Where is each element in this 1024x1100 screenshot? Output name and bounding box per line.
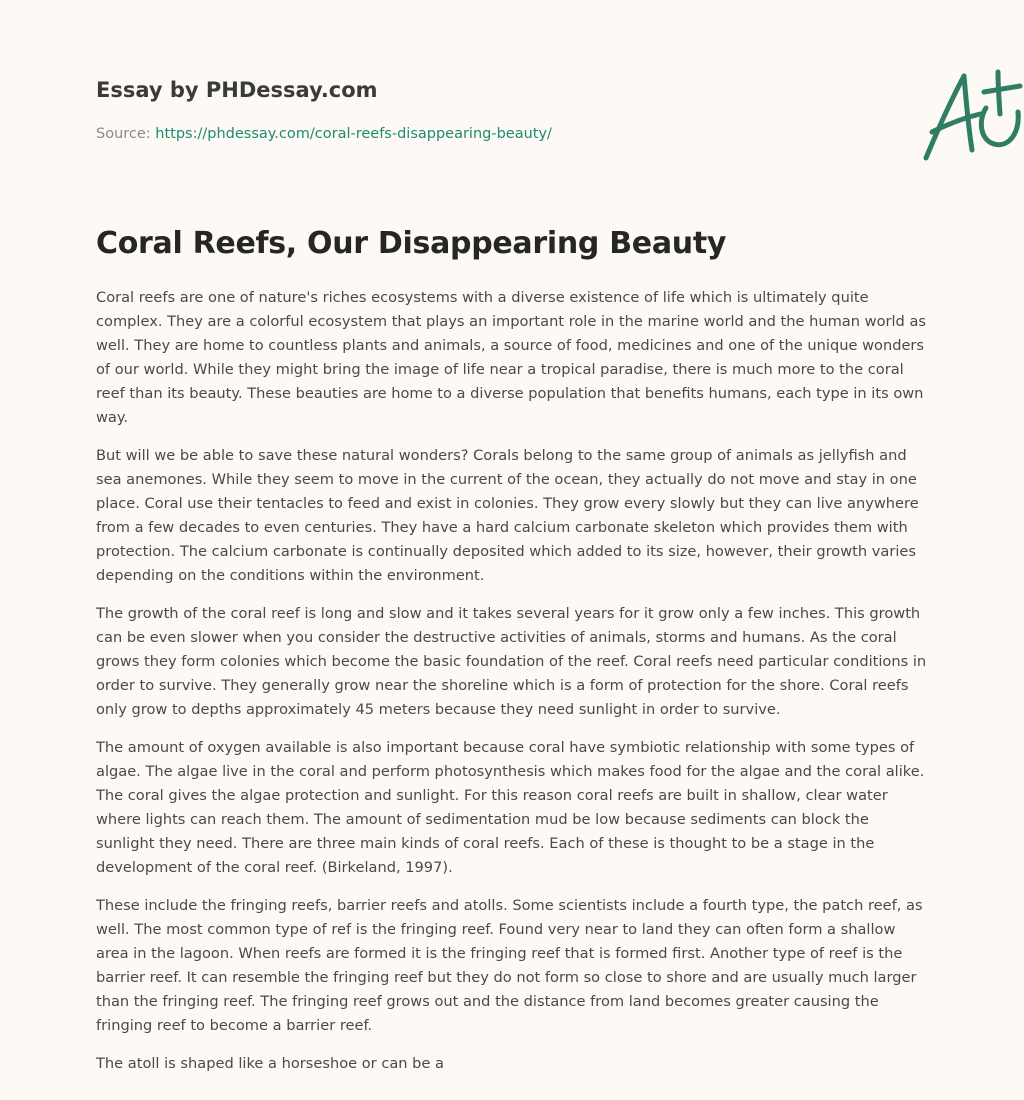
essay-paragraph: The atoll is shaped like a horseshoe or can be a xyxy=(96,1055,445,1072)
source-line xyxy=(96,124,552,144)
brand-title: Essay by PHDessay.com xyxy=(96,78,378,102)
essay-body xyxy=(96,286,928,1090)
essay-title: Coral Reefs, Our Disappearing Beauty xyxy=(96,226,727,261)
essay-paragraph: Coral reefs are one of nature's riches ecosystems with a diverse existence of life which is ultimately quite complex. They are a colorful ecosystem that plays an important role in the marine world and the human world as well. They are home to countless plants and animals, a source of food, medicines and one of the unique wonders of our world. While they might bring the image of life near a tropical paradise, there is much more to the coral reef than its beauty. These beauties are home to a diverse population that benefits humans, each type in its own way. xyxy=(96,289,927,426)
essay-paragraph: But will we be able to save these natural wonders? Corals belong to the same group of animals as jellyfish and sea anemones. While they seem to move in the current of the ocean, they actually do not move and stay in one place. Coral use their tentacles to feed and exist in colonies. They grow every slowly but they can live anywhere from a few decades to even centuries. They have a hard calcium carbonate skeleton which provides them with protection. The calcium carbonate is continually deposited which added to its size, however, their growth varies depending on the conditions within the environment. xyxy=(96,447,919,584)
source-link[interactable]: https://phdessay.com/coral-reefs-disappearing-beauty/ xyxy=(155,126,552,142)
a-plus-logo-icon xyxy=(914,64,1024,168)
essay-paragraph: The growth of the coral reef is long and slow and it takes several years for it grow only a few inches. This growth can be even slower when you consider the destructive activities of animals, storms and humans. As the coral grows they form colonies which become the basic foundation of the reef. Coral reefs need particular conditions in order to survive. They generally grow near the shoreline which is a form of protection for the shore. Coral reefs only grow to depths approximately 45 meters because they need sunlight in order to survive. xyxy=(96,605,927,718)
essay-paragraph: The amount of oxygen available is also important because coral have symbiotic relationship with some types of algae. The algae live in the coral and perform photosynthesis which makes food for the algae and the coral alike. The coral gives the algae protection and sunlight. For this reason coral reefs are built in shallow, clear water where lights can reach them. The amount of sedimentation mud be low because sediments can block the sunlight they need. There are three main kinds of coral reefs. Each of these is thought to be a stage in the development of the coral reef. (Birkeland, 1997). xyxy=(96,739,925,876)
source-label: Source: xyxy=(96,126,151,142)
essay-paragraph: These include the fringing reefs, barrier reefs and atolls. Some scientists include a fourth type, the patch reef, as well. The most common type of ref is the fringing reef. Found very near to land they can often form a shallow area in the lagoon. When reefs are formed it is the fringing reef that is formed first. Another type of reef is the barrier reef. It can resemble the fringing reef but they do not form so close to shore and are usually much larger than the fringing reef. The fringing reef grows out and the distance from land becomes greater causing the fringing reef to become a barrier reef. xyxy=(96,897,923,1034)
